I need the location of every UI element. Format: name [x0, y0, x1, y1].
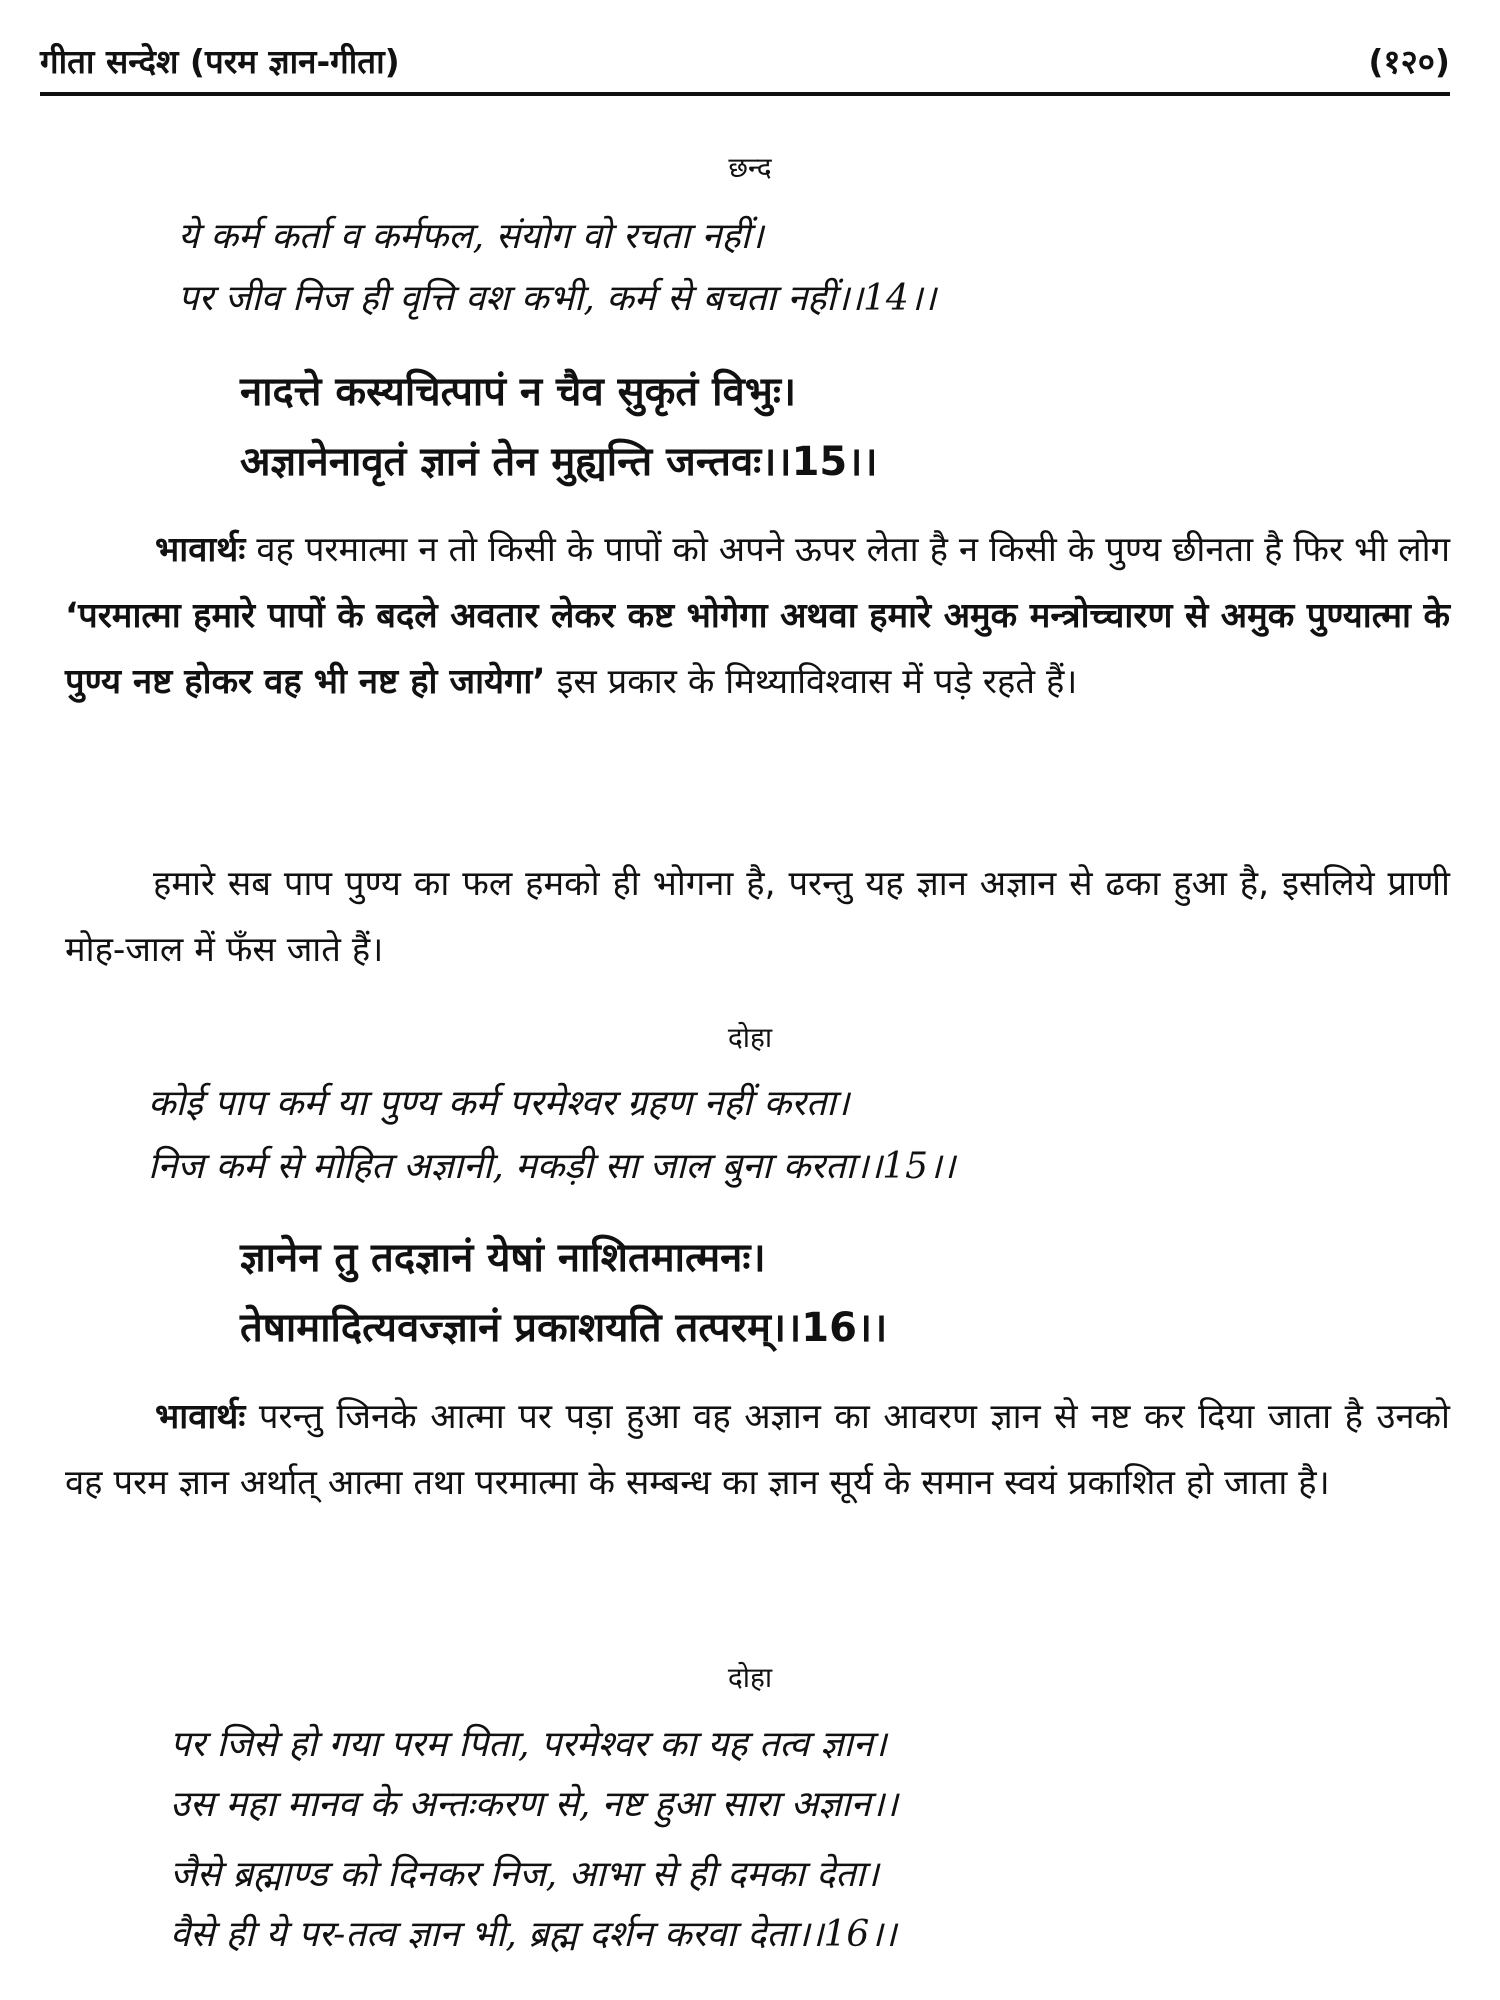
chhand-label: छन्द [728, 151, 772, 184]
bhavarth-16-paragraph [65, 1384, 1450, 1516]
doha-1-label: दोहा [727, 1021, 773, 1054]
doha-2-label: दोहा [727, 1661, 773, 1694]
doha-1-line-1: कोई पाप कर्म या पुण्य कर्म परमेश्वर ग्रहण नहीं करता। [148, 1083, 850, 1124]
bhavarth-16-text: परन्तु जिनके आत्मा पर पड़ा हुआ वह अज्ञान का आवरण ज्ञान से नष्ट कर दिया जाता है उनको वह परम ज्ञान अर्थात् आत्मा तथा परमात्मा के सम्बन्ध का ज्ञान सूर्य के समान स्वयं प्रकाशित हो जाता है। [65, 1397, 1450, 1503]
doha-2-line-4: वैसे ही ये पर-तत्व ज्ञान भी, ब्रह्म दर्शन करवा देता।।16।। [170, 1914, 897, 1955]
header-rule [40, 92, 1450, 96]
doha-2-line-2: उस महा मानव के अन्तःकरण से, नष्ट हुआ सारा अज्ञान।। [170, 1784, 898, 1825]
page-header [40, 38, 1450, 94]
doha-2-line-1: पर जिसे हो गया परम पिता, परमेश्वर का यह तत्व ज्ञान। [170, 1724, 887, 1765]
doha-2-line-3: जैसे ब्रह्माण्ड को दिनकर निज, आभा से ही दमका देता। [170, 1854, 879, 1895]
bhavarth-15-text-end: इस प्रकार के मिथ्याविश्वास में पड़े रहते हैं। [545, 662, 1078, 702]
shloka-16-line-1: ज्ञानेन तु तदज्ञानं येषां नाशितमात्मनः। [240, 1235, 766, 1281]
doha-1-line-2: निज कर्म से मोहित अज्ञानी, मकड़ी सा जाल बुना करता।।15।। [148, 1146, 956, 1187]
bhavarth-16-label: भावार्थः [155, 1397, 246, 1437]
bhavarth-15-label: भावार्थः [155, 530, 246, 570]
bhavarth-15-para2-text: हमारे सब पाप पुण्य का फल हमको ही भोगना है, परन्तु यह ज्ञान अज्ञान से ढका हुआ है, इसलिये प्राणी मोह-जाल में फँस जाते हैं। [65, 864, 1450, 970]
bhavarth-15-text: वह परमात्मा न तो किसी के पापों को अपने ऊपर लेता है न किसी के पुण्य छीनता है फिर भी लोग [245, 530, 1450, 570]
shloka-15-line-2: अज्ञानेनावृतं ज्ञानं तेन मुह्यन्ति जन्तवः।।15।। [240, 439, 878, 485]
bhavarth-15-paragraph-2 [65, 851, 1450, 983]
running-title: गीता सन्देश (परम ज्ञान-गीता) [40, 42, 400, 81]
bhavarth-15-paragraph [65, 517, 1450, 715]
chhand-line-1: ये कर्म कर्ता व कर्मफल, संयोग वो रचता नहीं। [178, 216, 764, 257]
shloka-15-line-1: नादत्ते कस्यचित्पापं न चैव सुकृतं विभुः। [240, 369, 797, 415]
shloka-16-line-2: तेषामादित्यवज्ज्ञानं प्रकाशयति तत्परम्।।16।। [240, 1305, 888, 1351]
page-number: (१२०) [1368, 42, 1450, 81]
bhavarth-15-quote: ‘परमात्मा हमारे पापों के बदले अवतार लेकर कष्ट भोगेगा अथवा हमारे अमुक मन्त्रोच्चारण से अमुक पुण्यात्मा के पुण्य नष्ट होकर वह भी नष्ट हो जायेगा’ [65, 596, 1450, 702]
chhand-line-2: पर जीव निज ही वृत्ति वश कभी, कर्म से बचता नहीं।।14।। [178, 278, 937, 319]
